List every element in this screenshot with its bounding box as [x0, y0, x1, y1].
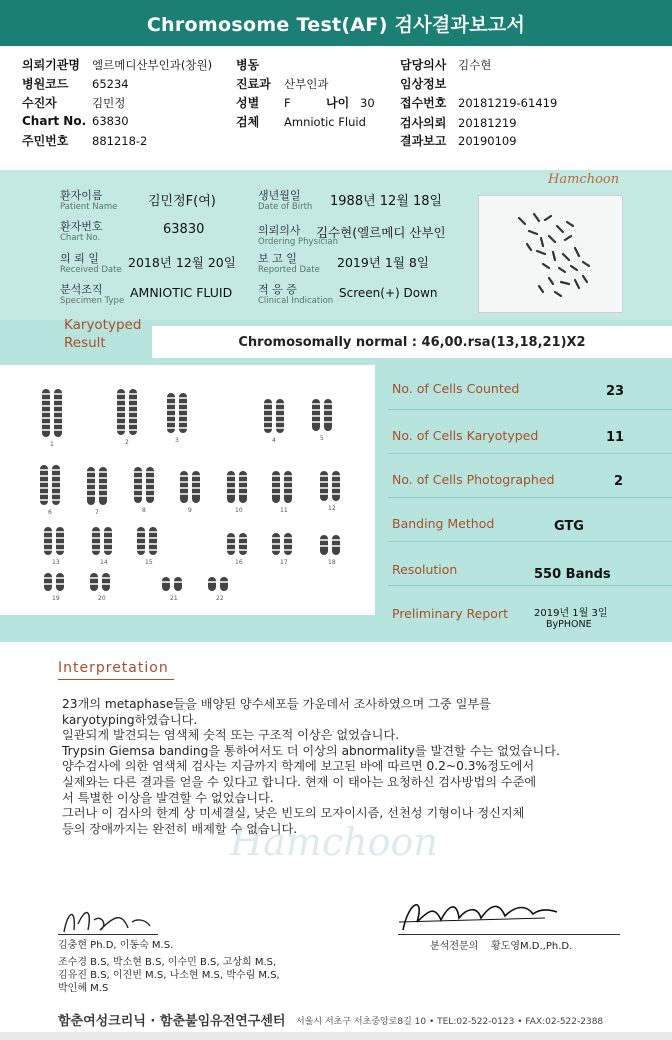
- value-reported: 2019년 1월 8일: [337, 255, 429, 270]
- chromosome-pair-19: [42, 571, 72, 593]
- interpretation-text: 23개의 metaphase들을 배양된 양수세포들 가운데서 조사하였으며 그중 일부를 karyotyping하였습니다. 일관되게 발견되는 염색체 숫적 또는 구조적 이상은 없었습니다. Trypsin Giemsa banding을 통하여서도 더 이상의 abnormality를 발견할 수는 없었습니다. 양수검사에 의한 염색체 검사는 지금까지 학계에 보고된 바에 따르면 0.2~0.3%정도에서 실제와는 다른 결과를 얻을 수 있다고 합니다. 현재 이 태아는 요청하신 검사방법의 수준에 서 특별한 이상을 발견할 수 없었습니다. 그러나 이 검사의 한계 상 미세결실, 낮은 빈도의 모자이시즘, 선천성 기형이나 정신지체 등의 장애까지는 완전히 배제할 수 없습니다.: [62, 697, 560, 836]
- chromosome-number-22: 22: [216, 595, 224, 602]
- chromosome-pair-6: [38, 463, 68, 507]
- info-ward: 병동: [236, 58, 260, 72]
- chromosome-number-20: 20: [98, 595, 106, 602]
- info-request-date: 검사의뢰 20181219: [400, 116, 517, 130]
- chromosome-pair-18: [318, 533, 348, 557]
- chromosome-pair-3: [165, 391, 195, 435]
- value-specimen-type: AMNIOTIC FLUID: [130, 285, 233, 300]
- chromosome-pair-14: [90, 525, 120, 557]
- karyotyped-result-label: Karyotyped Result: [64, 317, 142, 351]
- info-department: 진료과 산부인과: [236, 77, 329, 91]
- signer-staff-3: 박인혜 M.S: [58, 983, 109, 994]
- info-institution: 의뢰기관명 엘르메디산부인과(창원): [22, 58, 213, 72]
- stat-resolution: Resolution 550 Bands: [388, 542, 672, 586]
- chromosome-number-18: 18: [328, 559, 336, 566]
- chromosome-number-17: 17: [280, 559, 288, 566]
- chromosome-pair-21: [160, 575, 190, 593]
- stat-cells-photographed: No. of Cells Photographed 2: [388, 454, 672, 498]
- value-physician: 김수현(엘르메디 산부인: [316, 225, 446, 240]
- info-specimen: 검체 Amniotic Fluid: [236, 115, 366, 129]
- label-chart-no: 환자번호 Chart No.: [60, 220, 103, 243]
- chromosome-pair-9: [178, 469, 208, 505]
- label-physician: 의뢰의사 Ordering Physician: [258, 224, 338, 247]
- signature-line-right: [398, 934, 620, 935]
- value-received: 2018년 12월 20일: [128, 255, 236, 270]
- chromosome-number-15: 15: [145, 559, 153, 566]
- chromosome-number-13: 13: [52, 559, 60, 566]
- interpretation-title: Interpretation: [58, 660, 169, 676]
- label-indication: 적 응 증 Clinical Indication: [258, 283, 334, 306]
- metaphase-image: [478, 195, 623, 313]
- chromosome-number-5: 5: [320, 435, 324, 442]
- signer-staff-1: 조수경 B.S, 박소현 B.S, 이수민 B.S, 고상희 M.S,: [58, 957, 277, 968]
- info-report-date: 결과보고 20190109: [400, 134, 517, 148]
- chromosome-number-14: 14: [100, 559, 108, 566]
- value-patient-name: 김민정F(여): [148, 194, 216, 209]
- brand-logo: Hamchoon: [548, 172, 620, 187]
- chromosome-pair-16: [225, 531, 255, 557]
- result-box: [152, 326, 672, 358]
- report-title-bar: [0, 0, 672, 46]
- stat-banding-method: Banding Method GTG: [388, 498, 672, 542]
- chromosome-pair-2: [115, 387, 145, 437]
- info-clinical: 임상정보: [400, 77, 447, 91]
- info-resident-no: 주민번호 881218-2: [22, 134, 148, 148]
- chromosome-pair-8: [132, 465, 162, 505]
- chromosome-number-1: 1: [50, 441, 54, 448]
- stat-preliminary-report: Preliminary Report 2019년 1월 3일 ByPHONE: [392, 606, 608, 630]
- footer-address: 서울시 서초구 서초중앙로8길 10 • TEL:02-522-0123 • FAX:02-522-2388: [296, 1017, 604, 1027]
- info-hospital-code: 병원코드 65234: [22, 77, 129, 91]
- chromosome-number-10: 10: [235, 507, 243, 514]
- chromosome-number-4: 4: [272, 437, 276, 444]
- metaphase-spread: [479, 196, 622, 312]
- chromosome-pair-5: [310, 397, 340, 433]
- chromosome-number-19: 19: [52, 595, 60, 602]
- chromosome-number-8: 8: [142, 507, 146, 514]
- footer-institution: 함춘여성크리닉 · 함춘불임유전연구센터: [58, 1014, 286, 1029]
- signer-staff-2: 김유진 B.S, 이진빈 M.S, 나소현 M.S, 박수림 M.S,: [58, 970, 280, 981]
- label-specimen-type: 분석조직 Specimen Type: [60, 283, 125, 306]
- info-receipt-no: 접수번호 20181219-61419: [400, 96, 558, 110]
- chromosome-number-11: 11: [280, 507, 288, 514]
- chromosome-pair-10: [225, 469, 255, 505]
- info-doctor: 담당의사 김수현: [400, 58, 492, 72]
- report-title: Chromosome Test(AF) 검사결과보고서: [146, 13, 526, 36]
- chromosome-pair-11: [270, 469, 300, 505]
- chromosome-pair-7: [85, 465, 115, 507]
- info-age: 나이 30: [326, 96, 375, 110]
- label-dob: 생년월일 Date of Birth: [258, 189, 313, 212]
- chromosome-number-3: 3: [175, 437, 179, 444]
- bottom-band: [0, 1032, 672, 1040]
- chromosome-number-9: 9: [188, 507, 192, 514]
- label-received: 의 뢰 일 Received Date: [60, 252, 122, 275]
- stat-cells-counted: No. of Cells Counted 23: [388, 366, 672, 410]
- chromosome-pair-4: [262, 397, 292, 435]
- watermark: Hamchoon: [230, 820, 438, 864]
- chromosome-number-6: 6: [48, 509, 52, 516]
- chromosome-pair-12: [318, 469, 348, 503]
- chromosome-pair-1: [40, 387, 70, 439]
- signature-line-left: [58, 934, 158, 935]
- info-sex: 성별 F: [236, 96, 291, 110]
- interpretation-underline: [58, 679, 174, 680]
- chromosome-pair-17: [270, 531, 300, 557]
- karyogram-image: [0, 365, 375, 615]
- chromosome-number-2: 2: [125, 439, 129, 446]
- chromosome-pair-15: [135, 525, 165, 557]
- value-chart-no: 63830: [163, 222, 205, 237]
- value-dob: 1988년 12월 18일: [330, 194, 443, 209]
- chromosome-pair-20: [88, 571, 118, 593]
- stat-cells-karyotyped: No. of Cells Karyotyped 11: [388, 410, 672, 454]
- label-reported: 보 고 일 Reported Date: [258, 252, 320, 275]
- signature-right: [395, 892, 565, 938]
- label-patient-name: 환자이름 Patient Name: [60, 189, 118, 212]
- signer-primary: 김충현 Ph.D, 이동숙 M.S.: [58, 940, 174, 951]
- result-text: Chromosomally normal : 46,00.rsa(13,18,21)X2: [238, 334, 586, 350]
- chromosome-pair-22: [206, 575, 236, 593]
- value-indication: Screen(+) Down: [339, 286, 438, 300]
- chromosome-pair-13: [42, 525, 72, 557]
- info-patient: 수진자 김민정: [22, 96, 126, 110]
- chromosome-number-7: 7: [95, 509, 99, 516]
- signer-specialist: 분석전문의 황도영M.D.,Ph.D.: [430, 941, 573, 952]
- chromosome-number-12: 12: [328, 505, 336, 512]
- chromosome-number-16: 16: [235, 559, 243, 566]
- info-chart-no: Chart No. 63830: [22, 114, 129, 128]
- chromosome-number-21: 21: [170, 595, 178, 602]
